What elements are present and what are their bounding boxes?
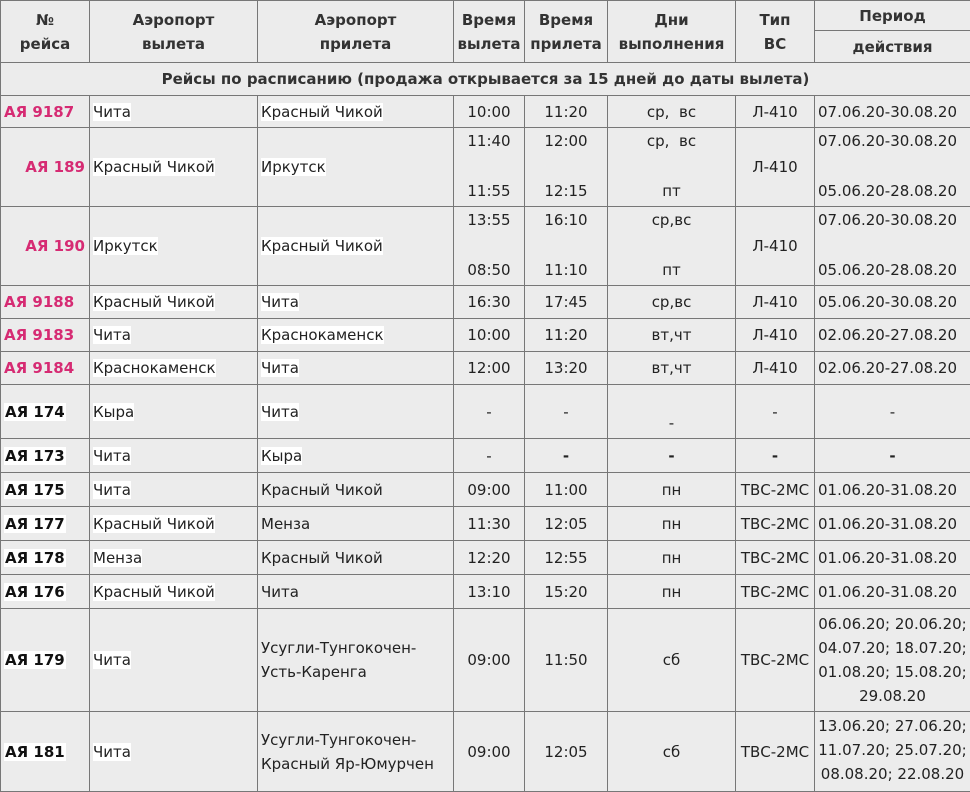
- arrival-airport: Красный Чикой: [258, 207, 454, 286]
- flight-number: АЯ 176: [1, 575, 90, 609]
- aircraft-type: -: [736, 385, 815, 439]
- col-days: Дни выполнения: [608, 1, 736, 63]
- aircraft-type: ТВС-2МС: [736, 609, 815, 712]
- flight-number: АЯ 189: [1, 128, 90, 207]
- validity-period: -: [815, 439, 970, 473]
- arrival-time: 12:00: [544, 132, 588, 150]
- arrival-time: 16:10: [544, 211, 588, 229]
- arrival-airport: Усугли-Тунгокочен- Красный Яр-Юмурчен: [258, 712, 454, 792]
- arrival-time: 17:45: [525, 286, 608, 319]
- table-row: [1, 207, 970, 286]
- validity-period: 01.06.20-31.08.20: [815, 473, 970, 507]
- flight-number: АЯ 9187: [1, 96, 90, 128]
- arrival-airport: Чита: [258, 286, 454, 319]
- aircraft-type: Л-410: [736, 352, 815, 385]
- table-row: [1, 286, 970, 319]
- table-row: [1, 712, 970, 792]
- flight-number: АЯ 174: [1, 385, 90, 439]
- days-of-week: вт,чт: [608, 319, 736, 352]
- flight-number: АЯ 9183: [1, 319, 90, 352]
- departure-time: 12:20: [454, 541, 525, 575]
- days-of-week: пт: [662, 182, 681, 200]
- arrival-time: 12:15: [544, 182, 588, 200]
- validity-period: 02.06.20-27.08.20: [815, 319, 970, 352]
- departure-time: 09:00: [454, 473, 525, 507]
- table-row: [1, 96, 970, 128]
- validity-period: 06.06.20; 20.06.20; 04.07.20; 18.07.20; 01.08.20; 15.08.20; 29.08.20: [815, 609, 970, 712]
- table-row: [1, 128, 970, 207]
- days-of-week: ср, вс: [646, 132, 697, 150]
- table-row: [1, 319, 970, 352]
- arrival-airport: Чита: [258, 575, 454, 609]
- days-of-week: пн: [608, 507, 736, 541]
- days-of-week: ср,вс: [608, 286, 736, 319]
- days-of-week: -: [608, 385, 736, 439]
- table-row: [1, 575, 970, 609]
- arrival-airport: Усугли-Тунгокочен- Усть-Каренга: [258, 609, 454, 712]
- validity-period: -: [815, 385, 970, 439]
- arrival-airport: Менза: [258, 507, 454, 541]
- days-of-week: ср,вс: [651, 211, 692, 229]
- days-of-week: вт,чт: [608, 352, 736, 385]
- departure-time: 11:55: [467, 182, 511, 200]
- arrival-time: -: [525, 439, 608, 473]
- aircraft-type: Л-410: [736, 96, 815, 128]
- departure-airport: Чита: [90, 439, 258, 473]
- departure-airport: Чита: [90, 609, 258, 712]
- departure-time: 16:30: [454, 286, 525, 319]
- departure-airport: Красный Чикой: [90, 575, 258, 609]
- arrival-airport: Чита: [258, 352, 454, 385]
- arrival-airport: Красный Чикой: [258, 96, 454, 128]
- departure-time: -: [454, 385, 525, 439]
- validity-period: 01.06.20-31.08.20: [815, 575, 970, 609]
- validity-period: 07.06.20-30.08.20: [818, 211, 958, 229]
- flight-number: АЯ 177: [1, 507, 90, 541]
- arrival-time: 12:55: [525, 541, 608, 575]
- validity-period: 07.06.20-30.08.20: [818, 132, 958, 150]
- col-period-top: Период: [815, 1, 970, 31]
- arrival-time: 11:20: [525, 319, 608, 352]
- arrival-time: 11:00: [525, 473, 608, 507]
- aircraft-type: ТВС-2МС: [736, 507, 815, 541]
- days-of-week: пн: [608, 575, 736, 609]
- table-row: [1, 473, 970, 507]
- validity-period: 05.06.20-28.08.20: [818, 182, 958, 200]
- departure-airport: Чита: [90, 96, 258, 128]
- departure-airport: Красный Чикой: [90, 128, 258, 207]
- validity-period: 07.06.20-30.08.20: [815, 96, 970, 128]
- table-row: [1, 507, 970, 541]
- col-departure-airport: Аэропорт вылета: [90, 1, 258, 63]
- table-row: [1, 609, 970, 712]
- days-of-week: ср, вс: [608, 96, 736, 128]
- validity-period: 01.06.20-31.08.20: [815, 507, 970, 541]
- arrival-time: 11:20: [525, 96, 608, 128]
- table-row: [1, 385, 970, 439]
- departure-time: 10:00: [454, 319, 525, 352]
- col-departure-time: Время вылета: [454, 1, 525, 63]
- departure-time: -: [454, 439, 525, 473]
- flight-number: АЯ 179: [1, 609, 90, 712]
- departure-time: 09:00: [454, 609, 525, 712]
- validity-period: 05.06.20-28.08.20: [818, 261, 958, 279]
- arrival-airport: Чита: [258, 385, 454, 439]
- aircraft-type: ТВС-2МС: [736, 712, 815, 792]
- flight-number: АЯ 178: [1, 541, 90, 575]
- arrival-airport: Иркутск: [258, 128, 454, 207]
- departure-airport: Менза: [90, 541, 258, 575]
- validity-period: 05.06.20-30.08.20: [815, 286, 970, 319]
- departure-airport: Красный Чикой: [90, 286, 258, 319]
- flight-number: АЯ 190: [1, 207, 90, 286]
- arrival-airport: Красный Чикой: [258, 541, 454, 575]
- flight-number: АЯ 175: [1, 473, 90, 507]
- departure-time: 09:00: [454, 712, 525, 792]
- col-aircraft: Тип ВС: [736, 1, 815, 63]
- departure-airport: Чита: [90, 473, 258, 507]
- table-row: [1, 439, 970, 473]
- col-flight-no: № рейса: [1, 1, 90, 63]
- days-of-week: -: [608, 439, 736, 473]
- col-arrival-airport: Аэропорт прилета: [258, 1, 454, 63]
- flight-number: АЯ 9188: [1, 286, 90, 319]
- arrival-airport: Краснокаменск: [258, 319, 454, 352]
- aircraft-type: ТВС-2МС: [736, 473, 815, 507]
- validity-period: 13.06.20; 27.06.20; 11.07.20; 25.07.20; 08.08.20; 22.08.20: [815, 712, 970, 792]
- aircraft-type: ТВС-2МС: [736, 575, 815, 609]
- aircraft-type: Л-410: [736, 207, 815, 286]
- validity-period: 01.06.20-31.08.20: [815, 541, 970, 575]
- flight-number: АЯ 9184: [1, 352, 90, 385]
- validity-period: 02.06.20-27.08.20: [815, 352, 970, 385]
- aircraft-type: ТВС-2МС: [736, 541, 815, 575]
- arrival-airport: Кыра: [258, 439, 454, 473]
- departure-time: 08:50: [467, 261, 511, 279]
- days-of-week: сб: [608, 712, 736, 792]
- table-row: [1, 541, 970, 575]
- arrival-time: 15:20: [525, 575, 608, 609]
- departure-time: 13:10: [454, 575, 525, 609]
- col-arrival-time: Время прилета: [525, 1, 608, 63]
- departure-time: 13:55: [467, 211, 511, 229]
- arrival-time: 11:10: [544, 261, 588, 279]
- flight-number: АЯ 173: [1, 439, 90, 473]
- flight-number: АЯ 181: [1, 712, 90, 792]
- section-title: Рейсы по расписанию (продажа открывается за 15 дней до даты вылета): [1, 63, 970, 96]
- arrival-time: -: [525, 385, 608, 439]
- aircraft-type: Л-410: [736, 286, 815, 319]
- aircraft-type: -: [736, 439, 815, 473]
- days-of-week: сб: [608, 609, 736, 712]
- departure-airport: Кыра: [90, 385, 258, 439]
- arrival-time: 11:50: [525, 609, 608, 712]
- table-row: [1, 352, 970, 385]
- departure-time: 11:40: [467, 132, 511, 150]
- col-period-bottom: действия: [815, 31, 970, 63]
- arrival-time: 12:05: [525, 507, 608, 541]
- departure-airport: Краснокаменск: [90, 352, 258, 385]
- departure-airport: Чита: [90, 712, 258, 792]
- days-of-week: пт: [662, 261, 681, 279]
- departure-airport: Красный Чикой: [90, 507, 258, 541]
- departure-time: 12:00: [454, 352, 525, 385]
- arrival-airport: Красный Чикой: [258, 473, 454, 507]
- days-of-week: пн: [608, 541, 736, 575]
- departure-airport: Чита: [90, 319, 258, 352]
- departure-time: 11:30: [454, 507, 525, 541]
- aircraft-type: Л-410: [736, 128, 815, 207]
- days-of-week: пн: [608, 473, 736, 507]
- departure-time: 10:00: [454, 96, 525, 128]
- arrival-time: 12:05: [525, 712, 608, 792]
- aircraft-type: Л-410: [736, 319, 815, 352]
- departure-airport: Иркутск: [90, 207, 258, 286]
- arrival-time: 13:20: [525, 352, 608, 385]
